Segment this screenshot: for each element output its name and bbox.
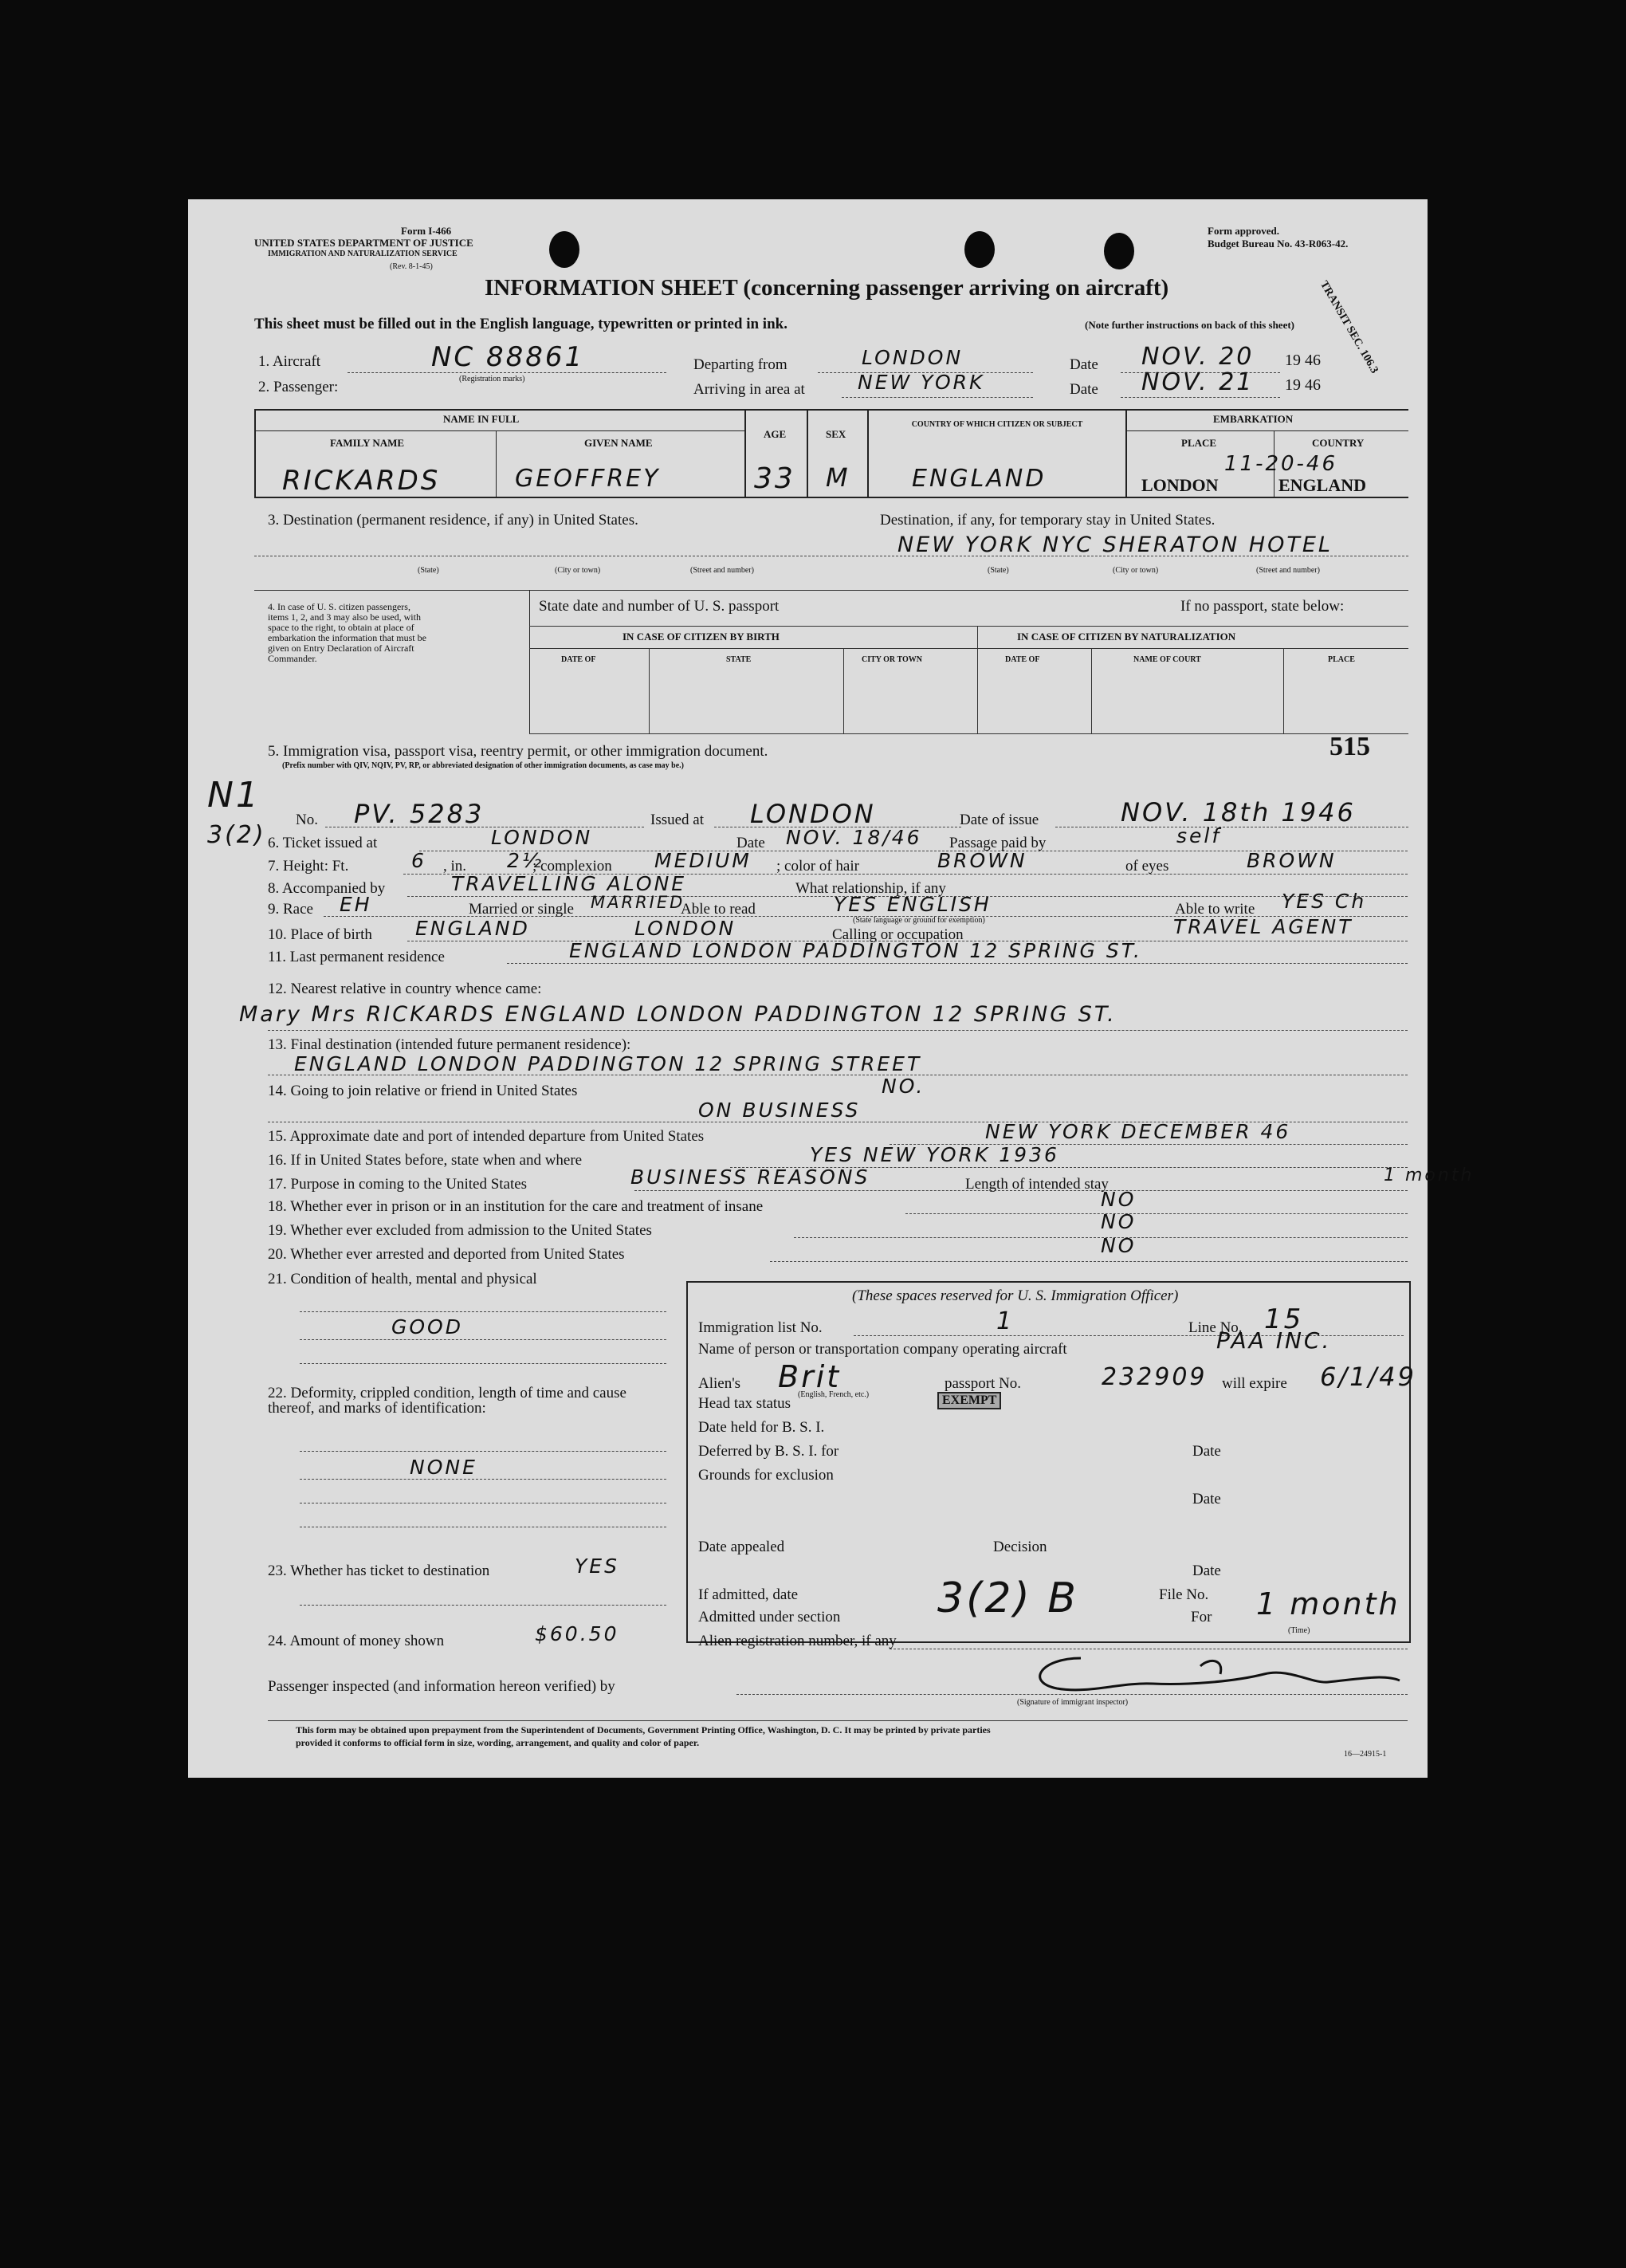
alien-value: Brit (778, 1359, 842, 1394)
visa-no-value: PV. 5283 (354, 799, 485, 829)
family-name-value: RICKARDS (282, 465, 441, 497)
country2-header: COUNTRY (1312, 437, 1365, 449)
prison-label: 18. Whether ever in prison or in an institution for the care and treatment of insane (268, 1198, 764, 1215)
punch-hole (1104, 233, 1134, 269)
issued-at-label: Issued at (650, 812, 705, 828)
date-issue-value: NOV. 18th 1946 (1121, 797, 1356, 827)
sex-header: SEX (826, 428, 846, 440)
department: UNITED STATES DEPARTMENT OF JUSTICE (254, 237, 473, 249)
instruction: This sheet must be filled out in the English language, typewritten or printed in ink. (254, 316, 787, 332)
date2-value: NOV. 21 (1141, 368, 1255, 396)
citizen-value: ENGLAND (912, 465, 1047, 493)
fine-print-1: This form may be obtained upon prepayment from the Superintendent of Documents, Government Printing Office, Washington, D. C. It may be printed by private parties (296, 1724, 991, 1735)
year1: 19 46 (1285, 352, 1321, 369)
date1-label: Date (1070, 356, 1098, 373)
back-note: (Note further instructions on back of this sheet) (1085, 319, 1294, 331)
held-bsi-label: Date held for B. S. I. (698, 1419, 825, 1436)
date-a-label: Date (1192, 1443, 1221, 1460)
passport-value: 232909 (1102, 1363, 1208, 1391)
race-value: EH (340, 893, 372, 916)
birth-country: ENGLAND (415, 917, 530, 940)
for-label: For (1191, 1609, 1212, 1625)
married-label: Married or single (469, 901, 574, 918)
aircraft-label: 1. Aircraft (258, 353, 321, 370)
health-label: 21. Condition of health, mental and physical (268, 1271, 537, 1287)
previous-visit-value: YES NEW YORK 1936 (810, 1143, 1059, 1166)
given-name-header: GIVEN NAME (584, 437, 653, 449)
embarkation-header: EMBARKATION (1213, 413, 1294, 425)
ticket-label: 6. Ticket issued at (268, 835, 378, 851)
form-title: INFORMATION SHEET (concerning passenger arriving on aircraft) (485, 275, 1169, 301)
alien-label: Alien's (698, 1375, 741, 1392)
place-header: PLACE (1181, 437, 1217, 449)
hair-label: ; color of hair (776, 858, 859, 875)
col-date-of-2: DATE OF (1005, 655, 1040, 664)
ticket-value: LONDON (491, 826, 593, 849)
name-in-full-header: NAME IN FULL (443, 413, 520, 425)
prison-value: NO (1101, 1188, 1137, 1211)
inspector-signature (1025, 1650, 1408, 1698)
age-value: 33 (754, 462, 795, 495)
for-value: 1 month (1256, 1586, 1400, 1621)
section-label: Admitted under section (698, 1609, 841, 1625)
visa-no-label: No. (296, 812, 318, 828)
accompanied-label: 8. Accompanied by (268, 880, 386, 897)
head-tax-label: Head tax status (698, 1395, 791, 1412)
deported-value: NO (1101, 1234, 1137, 1257)
deported-label: 20. Whether ever arrested and deported from United States (268, 1246, 625, 1263)
alien-sub: (English, French, etc.) (798, 1390, 870, 1399)
line-label: Line No. (1188, 1319, 1243, 1336)
date-b-label: Date (1192, 1491, 1221, 1507)
deformity-label: 22. Deformity, crippled condition, length of time and cause thereof, and marks of identification: (268, 1385, 626, 1417)
read-label: Able to read (681, 901, 756, 918)
company-value: PAA INC. (1216, 1327, 1332, 1354)
final-destination-value: ENGLAND LONDON PADDINGTON 12 SPRING STREET (294, 1052, 922, 1075)
inspected-label: Passenger inspected (and information hereon verified) by (268, 1678, 615, 1695)
budget-bureau: Budget Bureau No. 43-R063-42. (1208, 238, 1349, 250)
margin-note-section: 3(2) (207, 821, 266, 849)
sex-value: M (826, 462, 850, 493)
form-number: Form I-466 (401, 225, 452, 237)
temp-destination-label: Destination, if any, for temporary stay in United States. (880, 512, 1216, 529)
ticket-destination-value: YES (575, 1555, 619, 1578)
officer-heading: (These spaces reserved for U. S. Immigration Officer) (852, 1287, 1179, 1304)
visa-stamp-number: 515 (1329, 732, 1370, 761)
money-value: $60.50 (535, 1622, 619, 1645)
country-header: COUNTRY OF WHICH CITIZEN OR SUBJECT (911, 420, 1083, 429)
punch-hole (964, 231, 995, 268)
departing-value: LONDON (862, 346, 964, 369)
eyes-value: BROWN (1247, 849, 1337, 872)
company-label: Name of person or transportation company operating aircraft (698, 1341, 1067, 1358)
passport-note: 4. In case of U. S. citizen passengers, items 1, 2, and 3 may also be used, with space to the right, to obtain at place of embarkation the information that must be given on Entry Declaration of Aircraft Commander. (268, 601, 426, 664)
height-ft: 6 (411, 849, 426, 872)
write-label: Able to write (1175, 901, 1255, 918)
residence-value: ENGLAND LONDON PADDINGTON 12 SPRING ST. (569, 939, 1142, 962)
passport-state-date: State date and number of U. S. passport (539, 598, 780, 615)
embark-country-value: ENGLAND (1278, 475, 1367, 495)
previous-visit-label: 16. If in United States before, state when and where (268, 1152, 583, 1169)
revision: (Rev. 8-1-45) (390, 262, 433, 271)
given-name-value: GEOFFREY (515, 465, 661, 493)
grounds-label: Grounds for exclusion (698, 1467, 834, 1484)
registration-marks-sub: (Registration marks) (459, 375, 525, 383)
write-value: YES Ch (1282, 890, 1367, 913)
no-passport-label: If no passport, state below: (1180, 598, 1345, 615)
margin-note-n1: N1 (207, 775, 261, 816)
residence-label: 11. Last permanent residence (268, 949, 445, 965)
family-name-header: FAMILY NAME (330, 437, 405, 449)
embark-place-value: LONDON (1141, 475, 1219, 495)
transit-stamp: TRANSIT SEC. 106.3 (1318, 279, 1381, 376)
col-place: PLACE (1328, 655, 1355, 664)
hair-value: BROWN (937, 849, 1027, 872)
excluded-label: 19. Whether ever excluded from admission to the United States (268, 1222, 652, 1239)
passage-paid-value: self (1176, 824, 1222, 847)
col-city: CITY OR TOWN (862, 655, 922, 664)
join-value: NO. (882, 1075, 925, 1098)
purpose-label: 17. Purpose in coming to the United States (268, 1176, 528, 1193)
departure-value: NEW YORK DECEMBER 46 (985, 1120, 1291, 1143)
race-label: 9. Race (268, 901, 313, 918)
col-date-of-1: DATE OF (561, 655, 596, 664)
money-label: 24. Amount of money shown (268, 1633, 445, 1649)
join-label: 14. Going to join relative or friend in United States (268, 1083, 578, 1099)
year2: 19 46 (1285, 376, 1321, 394)
purpose-value: BUSINESS REASONS (630, 1165, 870, 1189)
date2-label: Date (1070, 381, 1098, 398)
birth-city: LONDON (634, 917, 736, 940)
read-value: YES ENGLISH (834, 893, 992, 916)
list-label: Immigration list No. (698, 1319, 823, 1336)
issued-at-value: LONDON (750, 799, 876, 829)
city-sub-2: (City or town) (1113, 566, 1159, 575)
fine-print-2: provided it conforms to official form in size, wording, arrangement, and quality and color of paper. (296, 1737, 700, 1748)
form-code: 16—24915-1 (1344, 1750, 1387, 1759)
visa-sub: (Prefix number with QIV, NQIV, PV, RP, or abbreviated designation of other immigration documents, as case may be.) (282, 761, 684, 770)
form-approved: Form approved. (1208, 225, 1280, 237)
ticket-date-value: NOV. 18/46 (786, 826, 922, 849)
form-sheet (188, 199, 1475, 1778)
departing-label: Departing from (693, 356, 787, 373)
signature-sub: (Signature of immigrant inspector) (1017, 1698, 1129, 1707)
state-sub: (State) (418, 566, 439, 575)
ticket-destination-label: 23. Whether has ticket to destination (268, 1562, 490, 1579)
relationship-label: What relationship, if any (795, 880, 946, 897)
relative-label: 12. Nearest relative in country whence came: (268, 981, 542, 997)
eyes-label: of eyes (1125, 858, 1169, 875)
arriving-label: Arriving in area at (693, 381, 805, 398)
calling-label: Calling or occupation (832, 926, 964, 943)
departure-label: 15. Approximate date and port of intended departure from United States (268, 1128, 705, 1145)
section-value: 3(2) B (937, 1574, 1078, 1622)
citizen-birth-header: IN CASE OF CITIZEN BY BIRTH (623, 631, 780, 643)
head-tax-stamp: EXEMPT (937, 1392, 1001, 1409)
arriving-value: NEW YORK (858, 371, 985, 394)
ticket-date-label: Date (736, 835, 765, 851)
language-sub: (State language or ground for exemption) (853, 916, 985, 925)
street-sub-2: (Street and number) (1256, 566, 1320, 575)
stay-label: Length of intended stay (965, 1176, 1109, 1193)
aircraft-value: NC 88861 (431, 341, 585, 373)
stay-value: 1 month (1384, 1165, 1475, 1185)
married-value: MARRIED (591, 893, 685, 912)
file-no-label: File No. (1159, 1586, 1209, 1603)
health-value: GOOD (391, 1315, 463, 1338)
age-header: AGE (764, 428, 787, 440)
height-in-label: , in. (443, 858, 467, 875)
final-destination-label: 13. Final destination (intended future permanent residence): (268, 1036, 631, 1053)
height-in: 2½ (507, 849, 544, 872)
punch-hole (549, 231, 579, 268)
relative-value: Mary Mrs RICKARDS ENGLAND LONDON PADDINGTON 12 SPRING ST. (239, 1002, 1117, 1027)
expire-value: 6/1/49 (1320, 1362, 1416, 1392)
expire-label: will expire (1222, 1375, 1287, 1392)
admitted-date-label: If admitted, date (698, 1586, 799, 1603)
list-value: 1 (996, 1307, 1015, 1335)
join-value-2: ON BUSINESS (698, 1099, 861, 1122)
col-name-of-court: NAME OF COURT (1133, 655, 1201, 664)
height-label: 7. Height: Ft. (268, 858, 349, 875)
complexion-label: ; complexion (532, 858, 612, 875)
birth-label: 10. Place of birth (268, 926, 372, 943)
date-c-label: Date (1192, 1562, 1221, 1579)
city-sub: (City or town) (555, 566, 601, 575)
date1-value: NOV. 20 (1141, 343, 1255, 371)
date-issue-label: Date of issue (960, 812, 1039, 828)
street-sub: (Street and number) (690, 566, 754, 575)
citizen-naturalization-header: IN CASE OF CITIZEN BY NATURALIZATION (1017, 631, 1236, 643)
appealed-label: Date appealed (698, 1539, 785, 1555)
calling-value: TRAVEL AGENT (1173, 915, 1353, 938)
alien-reg-label: Alien registration number, if any (698, 1633, 897, 1649)
col-state: STATE (726, 655, 752, 664)
line-value: 15 (1264, 1303, 1304, 1335)
passenger-label: 2. Passenger: (258, 379, 339, 395)
deferred-label: Deferred by B. S. I. for (698, 1443, 839, 1460)
visa-label: 5. Immigration visa, passport visa, reentry permit, or other immigration document. (268, 743, 768, 760)
temp-destination-value: NEW YORK NYC SHERATON HOTEL (897, 533, 1333, 557)
passport-label: passport No. (945, 1375, 1022, 1392)
decision-label: Decision (993, 1539, 1047, 1555)
deformity-value: NONE (410, 1456, 477, 1479)
time-sub: (Time) (1288, 1626, 1310, 1635)
embark-date-value: 11-20-46 (1224, 452, 1338, 476)
state-sub-2: (State) (988, 566, 1009, 575)
accompanied-value: TRAVELLING ALONE (451, 872, 687, 895)
complexion-value: MEDIUM (654, 849, 752, 872)
service: IMMIGRATION AND NATURALIZATION SERVICE (268, 250, 458, 258)
excluded-value: NO (1101, 1210, 1137, 1233)
destination-label: 3. Destination (permanent residence, if any) in United States. (268, 512, 638, 529)
passage-paid-label: Passage paid by (949, 835, 1047, 851)
